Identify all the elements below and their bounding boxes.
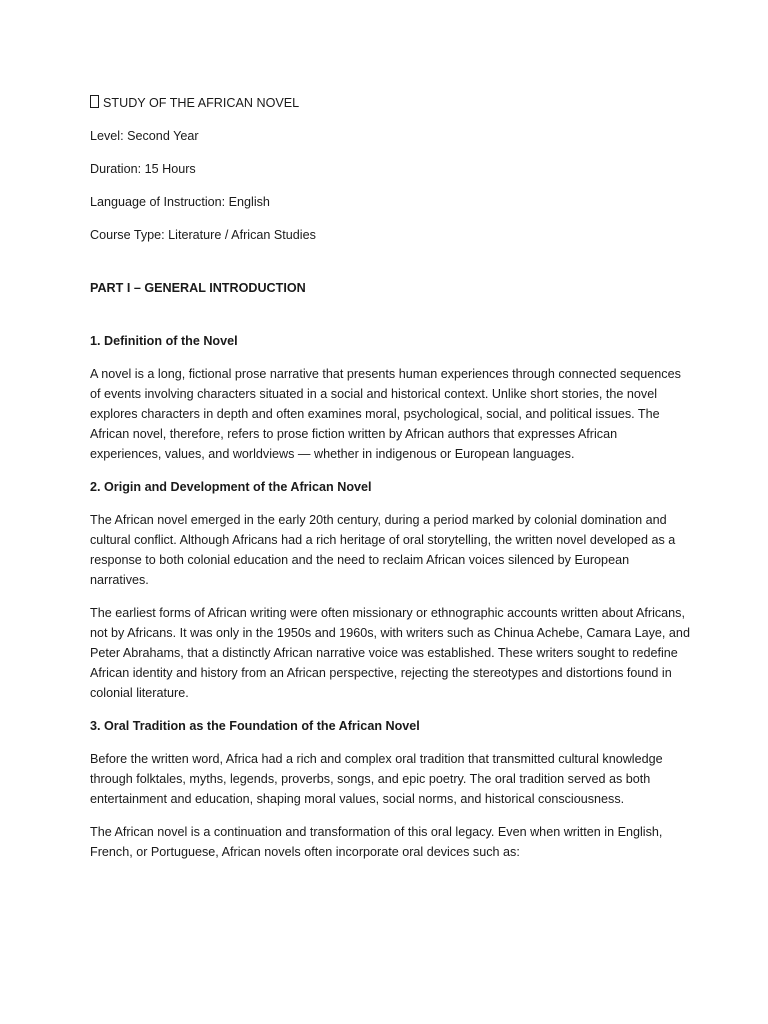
section-heading-1: 1. Definition of the Novel bbox=[90, 334, 238, 348]
section-heading-3: 3. Oral Tradition as the Foundation of the African Novel bbox=[90, 719, 420, 733]
section-3-paragraph-2: The African novel is a continuation and transformation of this oral legacy. Even when written in English, French, or Portuguese, African novels often incorporate oral devices such as: bbox=[90, 825, 663, 859]
meta-course-type: Course Type: Literature / African Studies bbox=[90, 228, 316, 242]
meta-level: Level: Second Year bbox=[90, 129, 199, 143]
document-title-text: STUDY OF THE AFRICAN NOVEL bbox=[103, 96, 300, 110]
meta-duration: Duration: 15 Hours bbox=[90, 162, 196, 176]
meta-language: Language of Instruction: English bbox=[90, 195, 270, 209]
section-3-paragraph-1: Before the written word, Africa had a rich and complex oral tradition that transmitted cultural knowledge through folktales, myths, legends, proverbs, songs, and epic poetry. The oral tradition served as both entertainment and education, shaping moral values, social norms, and historical consciousness. bbox=[90, 752, 663, 806]
section-2-paragraph-1: The African novel emerged in the early 20th century, during a period marked by colonial domination and cultural conflict. Although Africans had a rich heritage of oral storytelling, the written novel developed as a response to both colonial education and the need to reclaim African voices silenced by European narratives. bbox=[90, 513, 676, 587]
placeholder-box-icon bbox=[90, 95, 99, 108]
section-2-paragraph-2: The earliest forms of African writing were often missionary or ethnographic accounts written about Africans, not by Africans. It was only in the 1950s and 1960s, with writers such as Chinua Achebe, Camara Laye, and Peter Abrahams, that a distinctly African narrative voice was established. These writers sought to redefine African identity and history from an African perspective, rejecting the stereotypes and distortions found in colonial literature. bbox=[90, 606, 690, 700]
section-1-paragraph-1: A novel is a long, fictional prose narrative that presents human experiences through connected sequences of events involving characters situated in a social and historical context. Unlike short stories, the novel explores characters in depth and often examines moral, psychological, social, and political issues. The African novel, therefore, refers to prose fiction written by African authors that expresses African experiences, values, and worldviews — whether in indigenous or European languages. bbox=[90, 367, 681, 461]
document-title bbox=[90, 93, 690, 113]
section-heading-2: 2. Origin and Development of the African Novel bbox=[90, 480, 372, 494]
part-heading: PART I – GENERAL INTRODUCTION bbox=[90, 281, 306, 295]
document-page bbox=[90, 93, 690, 875]
